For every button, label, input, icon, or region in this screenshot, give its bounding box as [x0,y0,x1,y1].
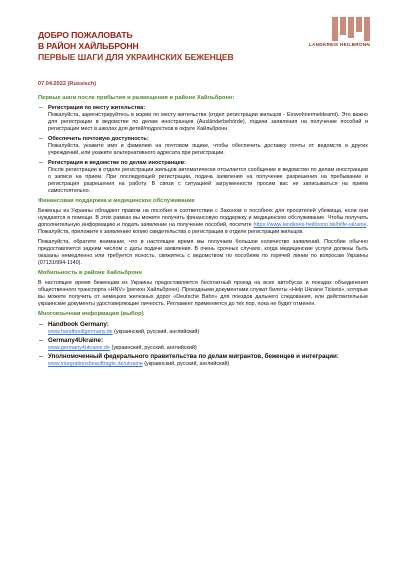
bullet-dash-icon: – [39,105,43,111]
bullet-title: Регистрация по месту жительства: [48,105,146,111]
bullet-text: После регистрации в отделе регистрации жильцов автоматически отсылается сообщение в ведомство по делам иностранцев о записи на прием. При последующей регистрации, подача заявления на получение разрешения на пребывание и регистрация разрешения на работу. В связи с ситуацией загруженности просим вас не записываться на прием самостоятельно. [48,167,368,194]
bullet-text: Пожалуйста, укажите имя и фамилию на почтовом ящике, чтобы обеспечить доставку почты от ведомств и других учреждений, или укажите альтернативного адресата при регистрации. [48,143,368,156]
info-item-germany4ukraine: – Germany4Ukraine: www.germany4ukraine.de (украинский, русский, английский) [38,337,368,352]
paragraph-hotline: Пожалуйста, обратите внимание, что в настоящее время мы получаем большое количество заявлений. Пособие обычно предоставляется задним числом с даты подачи заявления. В очень срочных случаях, когда медицинские услуги должны быть оказаны немедленно или требуется ясность, свяжитесь с ведомством по пособиям по горячей линии по вопросам Украины (07131/994-1140). [38,239,368,266]
section-heading-first-steps: Первые шаги после прибытия и размещения в районе Хайльбронн: [38,95,235,101]
title-line-3: ПЕРВЫЕ ШАГИ ДЛЯ УКРАИНСКИХ БЕЖЕНЦЕВ [38,52,234,62]
logo-bars-icon [332,17,370,41]
logo-text: LANDKREIS HEILBRONN [308,42,370,47]
title-line-1: ДОБРО ПОЖАЛОВАТЬ [38,30,133,40]
info-item-handbook: – Handbook Germany: www.handbookgermany.de (украинский, русский, английский) [38,321,368,336]
title-line-2: В РАЙОН ХАЙЛЬБРОНН [38,41,139,51]
bullet-dash-icon: – [39,337,43,344]
bullet-registration [38,105,368,133]
bullet-title: Регистрация в ведомстве по делам иностранцев: [48,160,186,166]
paragraph-benefits: Беженцы из Украины обладают правом на пособия в соответствии с Законом о пособиях для просителей убежища, если они нуждаются в помощи. В этих рамках вы можете получить финансовую поддержку и медицинское обслуживание. Чтобы получить дополнительную информацию и подать заявление на получение пособий, посетите https://www.landkreis-heilbronn.de/hilfe-ukraine. Пожалуйста, приложите к заявлению копию свидетельства о регистрации в отделе регистрации жильцов. [38,208,368,235]
bullet-dash-icon: – [39,353,43,360]
bullet-mail [38,136,368,157]
section-heading-financial: Финансовая поддержка и медицинское обслуживание [38,198,195,204]
handbook-link[interactable]: www.handbookgermany.de [48,329,113,335]
document-title [38,30,268,63]
info-title: Уполномоченный федерального правительства по делам мигрантов, беженцев и интеграции: [48,353,339,360]
bullet-dash-icon: – [39,160,43,166]
info-title: Handbook Germany: [48,321,109,328]
paragraph-mobility: В настоящее время беженцам из Украины предоставляется бесплатный проезд на всех автобусах и поездах объединения общественного транспорта «HNV» (регион Хайльбронн). Проездными документами служат билеты «Help Ukraine Tickets», которые вы можете получить от немецких железных дорог «Deutsche Bahn» для поездов дальнего следования, или действительные украинские документы удостоверяющие личность. Регламент применяется до тех пор, пока не будет отменен. [38,280,368,307]
section-heading-multilingual: Многоязычная информация (выбор) [38,311,144,317]
integration-link[interactable]: www.integrationsbeauftragte.de/ukraine [48,361,143,367]
section-heading-mobility: Мобильность в районе Хайльбронн [38,270,142,276]
benefits-link[interactable]: https://www.landkreis-heilbronn.de/hilfe-ukraine [253,222,367,228]
landkreis-logo [290,17,370,47]
bullet-dash-icon: – [39,321,43,328]
document-content [38,95,368,369]
bullet-title: Обеспечить почтовую доступность: [48,136,149,142]
info-title: Germany4Ukraine: [48,337,104,344]
info-item-integration: – Уполномоченный федерального правительства по делам мигрантов, беженцев и интеграции: www.integrationsbeauftragte.de/ukraine (украинский, русский, английский) [38,353,368,368]
document-date: 07.04.2022 (Russisch) [38,81,97,87]
bullet-foreigners-office [38,160,368,195]
germany4ukraine-link[interactable]: www.germany4ukraine.de [48,345,111,351]
bullet-text: Пожалуйста, зарегистрируйтесь в мэрии по месту жительства (отдел регистрации жильцов - Einwohnermeldeamt). Это важно для регистрации в ведомстве по делам иностранцев (Ausländerbehörde), подачи заявления на получение пособий и регистрации мест в школах для детей/подростков в округе Хайльбронн. [48,112,368,132]
bullet-dash-icon: – [39,136,43,142]
